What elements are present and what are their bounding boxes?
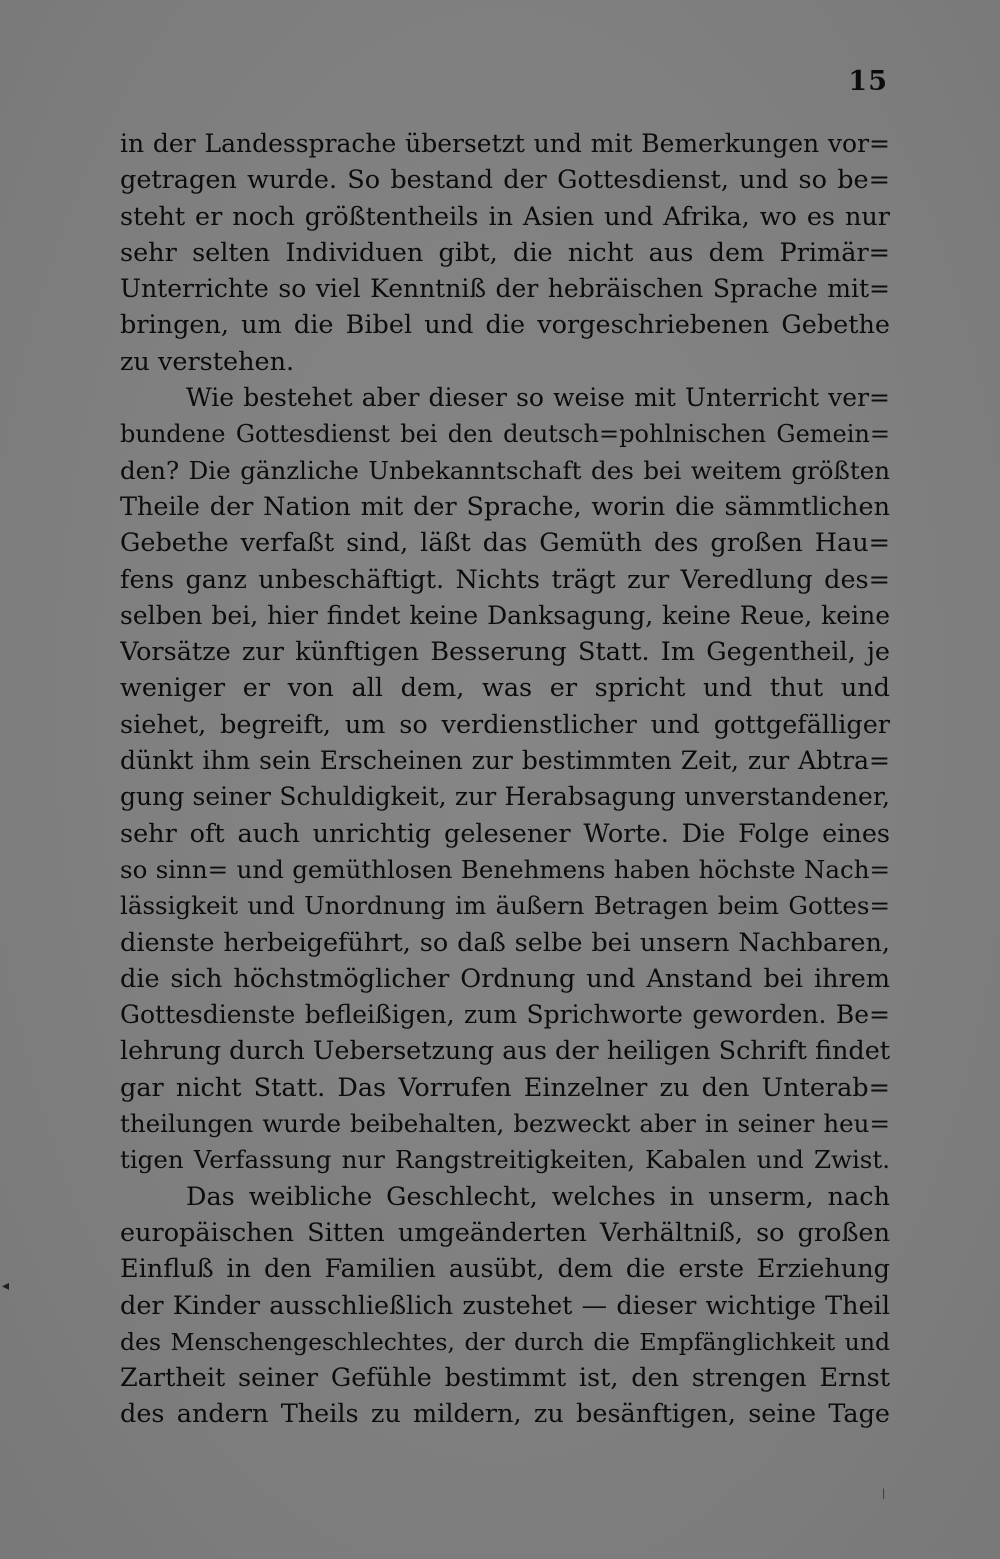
text-line: die sich höchstmöglicher Ordnung und Anstand bei ihrem [120, 963, 890, 994]
text-line: zu verstehen. [120, 346, 295, 377]
text-line: gung seiner Schuldigkeit, zur Herabsagung unverstandener, [120, 782, 890, 812]
text-line: sehr oft auch unrichtig gelesener Worte. Die Folge eines [120, 818, 890, 849]
text-line: getragen wurde. So bestand der Gottesdienst, und so be= [120, 165, 890, 196]
text-line: bringen, um die Bibel und die vorgeschriebenen Gebethe [120, 310, 890, 341]
text-line: Theile der Nation mit der Sprache, worin die sämmtlichen [120, 491, 890, 522]
text-line: weniger er von all dem, was er spricht und thut und [120, 673, 890, 704]
text-line: europäischen Sitten umgeänderten Verhältniß, so großen [120, 1217, 890, 1248]
text-line: theilungen wurde beibehalten, bezweckt aber in seiner heu= [120, 1109, 890, 1139]
text-line: sehr selten Individuen gibt, die nicht aus dem Primär= [120, 237, 890, 268]
text-line: gar nicht Statt. Das Vorrufen Einzelner zu den Unterab= [120, 1072, 890, 1103]
text-line: in der Landessprache übersetzt und mit Bemerkungen vor= [120, 129, 890, 158]
text-line: Einfluß in den Familien ausübt, dem die erste Erziehung [120, 1254, 890, 1285]
text-line: des andern Theils zu mildern, zu besänftigen, seine Tage [120, 1399, 890, 1430]
text-line: Wie bestehet aber dieser so weise mit Unterricht ver= [186, 383, 890, 413]
text-line: des Menschengeschlechtes, der durch die Empfänglichkeit und [120, 1327, 890, 1356]
body-text [120, 126, 890, 1433]
text-line: tigen Verfassung nur Rangstreitigkeiten, Kabalen und Zwist. [120, 1145, 890, 1175]
text-line: der Kinder ausschließlich zustehet — dieser wichtige Theil [120, 1290, 890, 1321]
page-number: 15 [848, 66, 888, 97]
text-line: Vorsätze zur künftigen Besserung Statt. Im Gegentheil, je [120, 637, 890, 668]
text-line: lehrung durch Uebersetzung aus der heiligen Schrift findet [120, 1036, 890, 1067]
text-line: Zartheit seiner Gefühle bestimmt ist, den strengen Ernst [120, 1363, 890, 1394]
text-line: Gebethe verfaßt sind, läßt das Gemüth des großen Hau= [120, 528, 890, 559]
text-line: den? Die gänzliche Unbekanntschaft des bei weitem größten [120, 455, 890, 485]
text-line: so sinn= und gemüthlosen Benehmens haben höchste Nach= [120, 854, 890, 884]
paper-speck: | [882, 1488, 886, 1499]
text-line: Das weibliche Geschlecht, welches in unserm, nach [186, 1181, 890, 1212]
text-line: steht er noch größtentheils in Asien und Afrika, wo es nur [120, 201, 890, 232]
text-line: dünkt ihm sein Erscheinen zur bestimmten Zeit, zur Abtra= [120, 746, 890, 776]
margin-mark: ◂ [2, 1278, 10, 1294]
text-line: Unterrichte so viel Kenntniß der hebräischen Sprache mit= [120, 274, 890, 304]
text-line: siehet, begreift, um so verdienstlicher und gottgefälliger [120, 709, 890, 740]
text-line: lässigkeit und Unordnung im äußern Betragen beim Gottes= [120, 891, 890, 921]
text-line: fens ganz unbeschäftigt. Nichts trägt zur Veredlung des= [120, 564, 890, 595]
text-line: dienste herbeigeführt, so daß selbe bei unsern Nachbaren, [120, 927, 890, 958]
text-line: bundene Gottesdienst bei den deutsch=pohlnischen Gemein= [120, 420, 890, 449]
text-line: Gottesdienste befleißigen, zum Sprichworte geworden. Be= [120, 1000, 890, 1030]
text-line: selben bei, hier findet keine Danksagung, keine Reue, keine [120, 600, 890, 630]
